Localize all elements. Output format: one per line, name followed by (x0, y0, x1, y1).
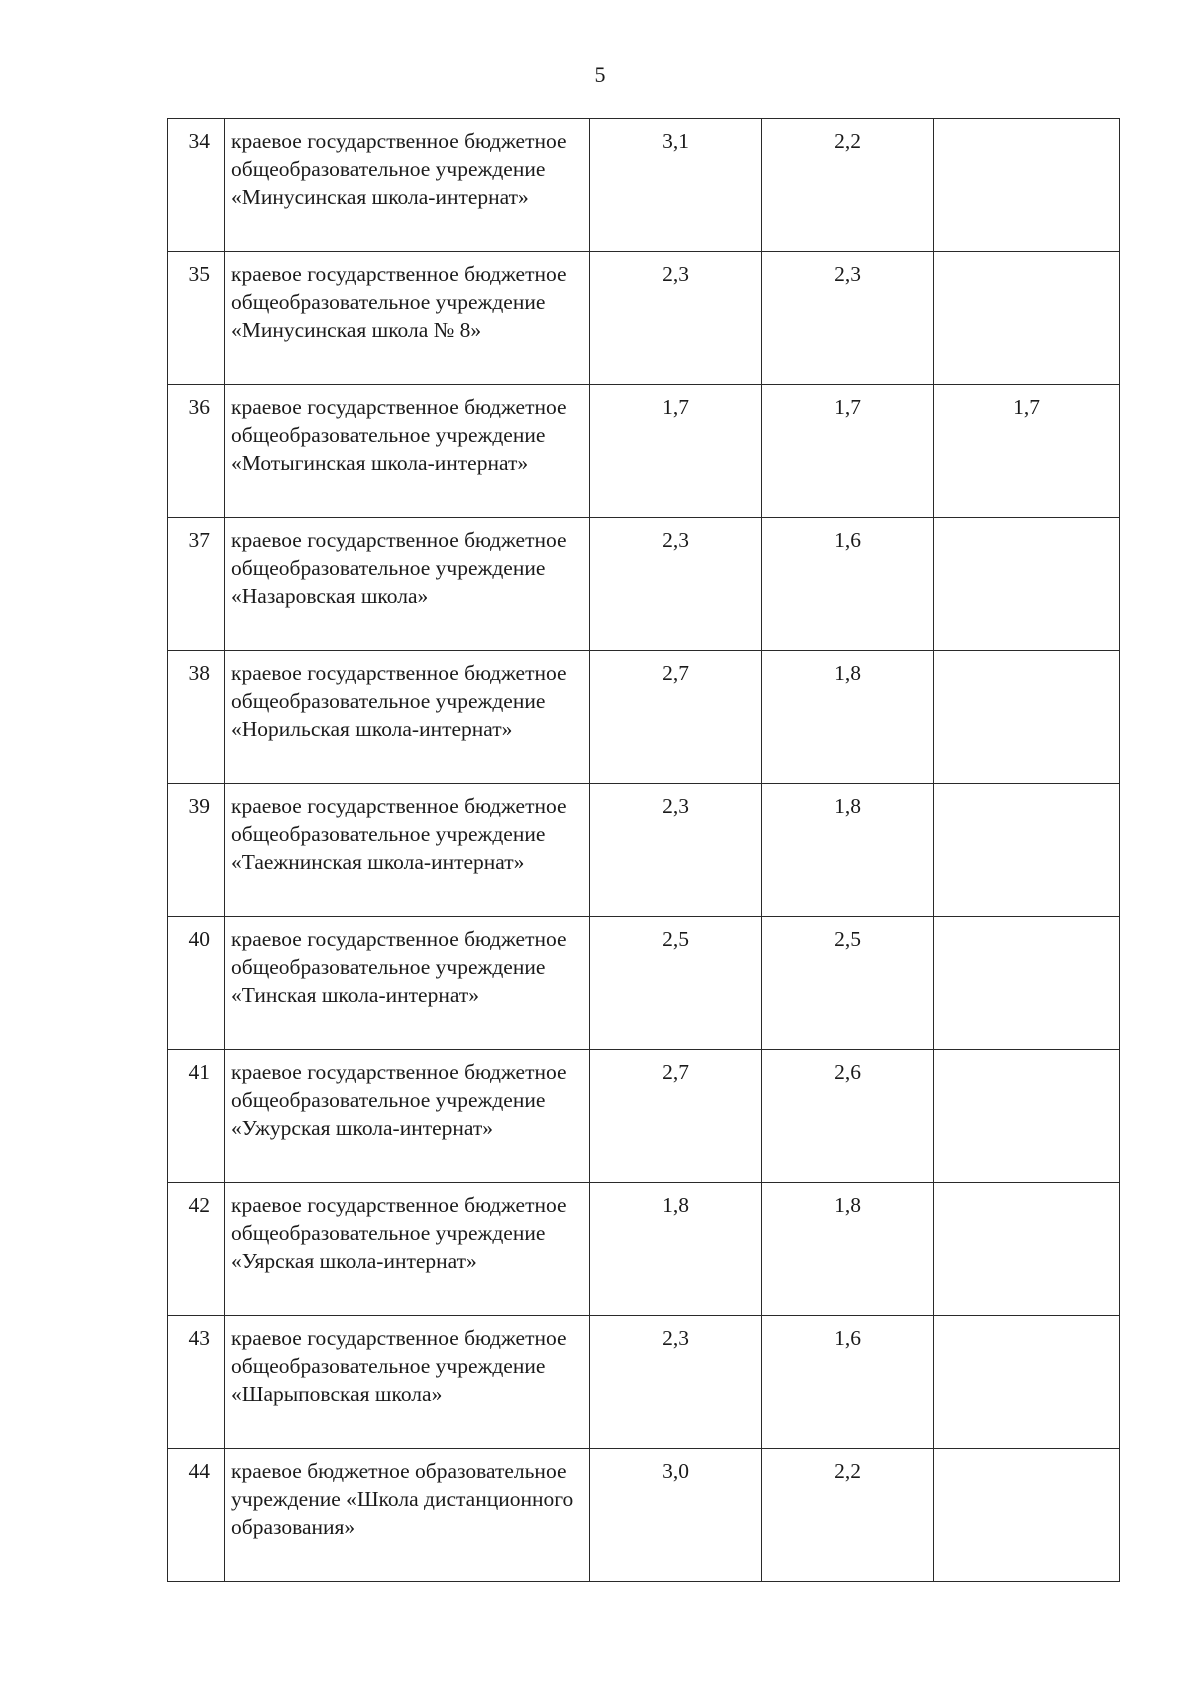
value-col-2: 1,6 (762, 518, 934, 651)
row-number: 38 (168, 651, 225, 784)
institution-name: краевое государственное бюджетное общеобразовательное учреждение «Шарыповская школа» (225, 1316, 590, 1449)
institution-name: краевое государственное бюджетное общеобразовательное учреждение «Назаровская школа» (225, 518, 590, 651)
value-col-3 (934, 1183, 1120, 1316)
row-number: 37 (168, 518, 225, 651)
institution-name: краевое бюджетное образовательное учреждение «Школа дистанционного образования» (225, 1449, 590, 1582)
table-row (168, 119, 1120, 252)
institution-name: краевое государственное бюджетное общеобразовательное учреждение «Таежнинская школа-интернат» (225, 784, 590, 917)
table-row (168, 784, 1120, 917)
row-number: 39 (168, 784, 225, 917)
value-col-3 (934, 651, 1120, 784)
value-col-1: 2,7 (590, 651, 762, 784)
value-col-2: 1,8 (762, 784, 934, 917)
table-row (168, 1050, 1120, 1183)
table-row (168, 917, 1120, 1050)
value-col-1: 1,8 (590, 1183, 762, 1316)
value-col-1: 3,0 (590, 1449, 762, 1582)
table-row (168, 252, 1120, 385)
table-row (168, 1316, 1120, 1449)
institutions-table (167, 118, 1120, 1582)
row-number: 35 (168, 252, 225, 385)
institution-name: краевое государственное бюджетное общеобразовательное учреждение «Тинская школа-интернат» (225, 917, 590, 1050)
value-col-2: 2,3 (762, 252, 934, 385)
row-number: 41 (168, 1050, 225, 1183)
value-col-1: 2,3 (590, 518, 762, 651)
value-col-3 (934, 119, 1120, 252)
value-col-2: 1,8 (762, 1183, 934, 1316)
value-col-3: 1,7 (934, 385, 1120, 518)
value-col-1: 2,7 (590, 1050, 762, 1183)
value-col-1: 2,5 (590, 917, 762, 1050)
table-row (168, 1449, 1120, 1582)
table-row (168, 651, 1120, 784)
row-number: 43 (168, 1316, 225, 1449)
value-col-3 (934, 917, 1120, 1050)
value-col-1: 3,1 (590, 119, 762, 252)
value-col-3 (934, 1449, 1120, 1582)
value-col-1: 2,3 (590, 784, 762, 917)
institutions-table-body (168, 119, 1120, 1582)
table-row (168, 518, 1120, 651)
institution-name: краевое государственное бюджетное общеобразовательное учреждение «Мотыгинская школа-интернат» (225, 385, 590, 518)
value-col-3 (934, 1050, 1120, 1183)
institution-name: краевое государственное бюджетное общеобразовательное учреждение «Минусинская школа № 8» (225, 252, 590, 385)
table-row (168, 1183, 1120, 1316)
institution-name: краевое государственное бюджетное общеобразовательное учреждение «Норильская школа-интернат» (225, 651, 590, 784)
page-number: 5 (594, 62, 606, 87)
institution-name: краевое государственное бюджетное общеобразовательное учреждение «Ужурская школа-интернат» (225, 1050, 590, 1183)
row-number: 42 (168, 1183, 225, 1316)
value-col-3 (934, 518, 1120, 651)
value-col-1: 1,7 (590, 385, 762, 518)
value-col-2: 1,6 (762, 1316, 934, 1449)
value-col-3 (934, 252, 1120, 385)
institution-name: краевое государственное бюджетное общеобразовательное учреждение «Минусинская школа-интернат» (225, 119, 590, 252)
value-col-1: 2,3 (590, 1316, 762, 1449)
value-col-2: 2,2 (762, 1449, 934, 1582)
value-col-3 (934, 784, 1120, 917)
value-col-2: 1,7 (762, 385, 934, 518)
row-number: 36 (168, 385, 225, 518)
row-number: 44 (168, 1449, 225, 1582)
value-col-2: 1,8 (762, 651, 934, 784)
value-col-2: 2,2 (762, 119, 934, 252)
value-col-3 (934, 1316, 1120, 1449)
value-col-2: 2,6 (762, 1050, 934, 1183)
row-number: 40 (168, 917, 225, 1050)
value-col-1: 2,3 (590, 252, 762, 385)
row-number: 34 (168, 119, 225, 252)
value-col-2: 2,5 (762, 917, 934, 1050)
table-row (168, 385, 1120, 518)
institution-name: краевое государственное бюджетное общеобразовательное учреждение «Уярская школа-интернат» (225, 1183, 590, 1316)
